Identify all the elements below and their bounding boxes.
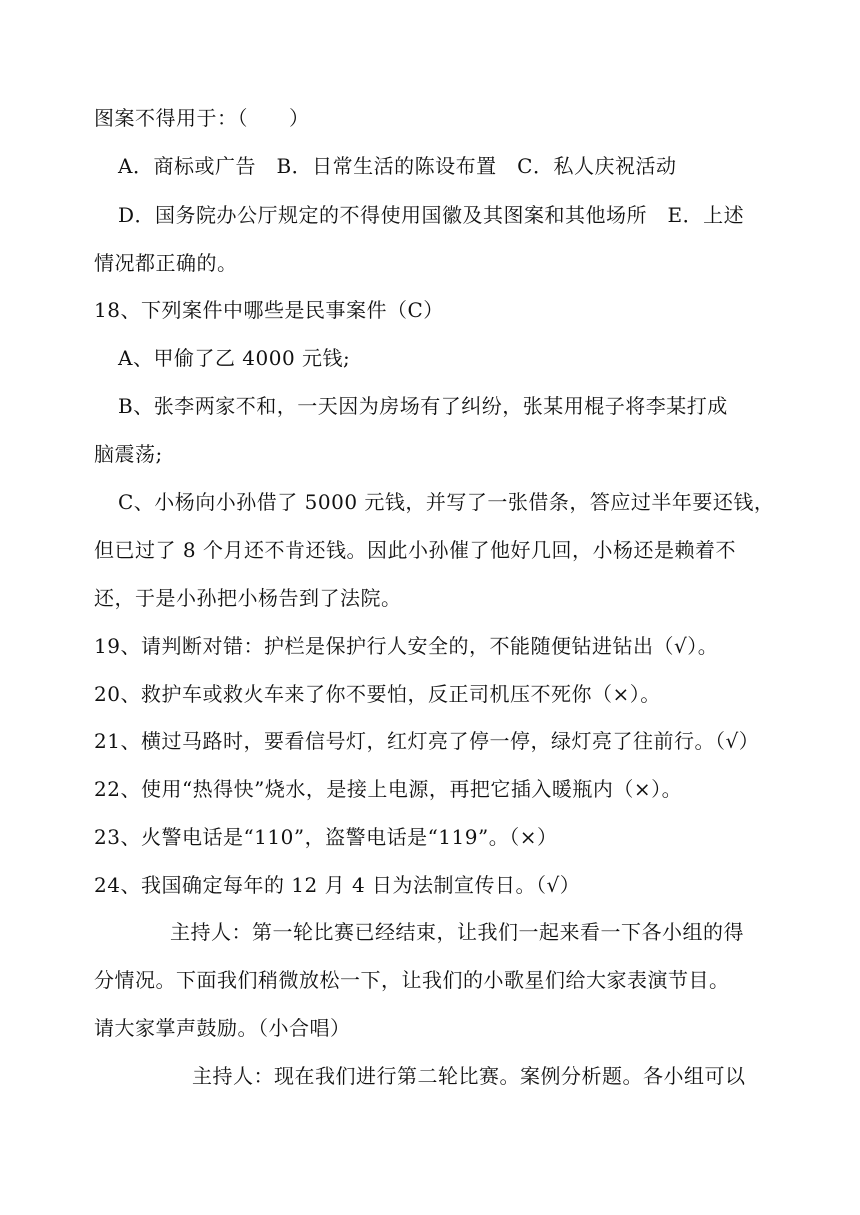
text-line: 脑震荡;	[94, 442, 163, 466]
option-line: D．国务院办公厅规定的不得使用国徽及其图案和其他场所 E．上述	[118, 203, 745, 227]
text-line: 请大家掌声鼓励。（小合唱）	[94, 1016, 351, 1040]
text-line: 图案不得用于：（ ）	[94, 106, 310, 130]
option-line: B、张李两家不和，一天因为房场有了纠纷，张某用棍子将李某打成	[118, 394, 728, 418]
host-paragraph-1: 主持人：第一轮比赛已经结束，让我们一起来看一下各小组的得	[170, 920, 744, 944]
question-23: 23、火警电话是“110”，盗警电话是“119”。（×）	[94, 825, 558, 849]
option-line: C、小杨向小孙借了 5000 元钱，并写了一张借条，答应过半年要还钱，	[118, 490, 775, 514]
question-24: 24、我国确定每年的 12 月 4 日为法制宣传日。（√）	[94, 873, 581, 897]
question-19: 19、请判断对错：护栏是保护行人安全的，不能随便钻进钻出（√）。	[94, 634, 719, 658]
text-line: 情况都正确的。	[94, 251, 238, 275]
text-line: 还，于是小孙把小杨告到了法院。	[94, 586, 402, 610]
question-21: 21、横过马路时，要看信号灯，红灯亮了停一停，绿灯亮了往前行。（√）	[94, 729, 760, 753]
text-line: 分情况。下面我们稍微放松一下，让我们的小歌星们给大家表演节目。	[94, 968, 730, 992]
host-paragraph-2: 主持人：现在我们进行第二轮比赛。案例分析题。各小组可以	[192, 1064, 746, 1088]
question-20: 20、救护车或救火车来了你不要怕，反正司机压不死你（×）。	[94, 682, 661, 706]
question-22: 22、使用“热得快”烧水，是接上电源，再把它插入暖瓶内（×）。	[94, 777, 683, 801]
question-18: 18、下列案件中哪些是民事案件（C）	[94, 298, 444, 322]
text-line: 但已过了 8 个月还不肯还钱。因此小孙催了他好几回，小杨还是赖着不	[94, 538, 736, 562]
option-line: A．商标或广告 B．日常生活的陈设布置 C．私人庆祝活动	[118, 154, 677, 178]
option-line: A、甲偷了乙 4000 元钱;	[118, 346, 351, 370]
